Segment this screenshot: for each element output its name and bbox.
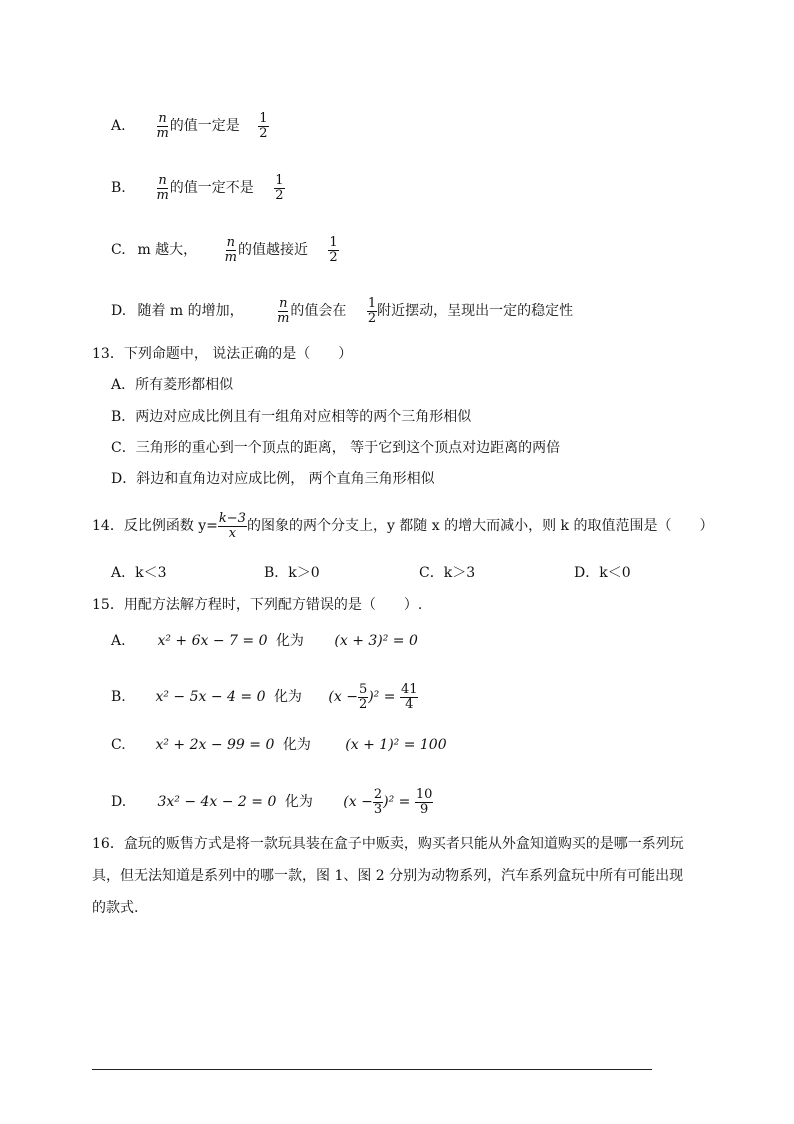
option-label: B. (111, 180, 126, 197)
q12-option-c (111, 236, 339, 264)
option-label: C. (111, 737, 126, 753)
stem-suffix: 的图象的两个分支上，y 都随 x 的增大而减小，则 k 的取值范围是（ ） (246, 518, 714, 535)
equation-right: (x + 1)² = 100 (345, 737, 447, 753)
fraction-two-thirds: $\frac{2}{3}$ (373, 787, 383, 817)
option-suffix: 附近摆动，呈现出一定的稳定性 (377, 303, 574, 320)
q12-option-a (111, 112, 269, 140)
equation-right-prefix: (x − (343, 794, 373, 811)
q16-line-3: 的款式. (92, 900, 139, 916)
q16-line-1: 16．盒玩的贩售方式是将一款玩具装在盒子中贩卖，购买者只能从外盒知道购买的是哪一系列玩 (92, 836, 684, 852)
option-label: C. (111, 242, 126, 259)
equation-right-prefix: (x − (328, 689, 358, 706)
fraction-five-halves: $\frac{5}{2}$ (358, 682, 368, 712)
fraction-n-over-m: $\frac{n}{m}$ (156, 111, 169, 141)
becomes-text: 化为 (273, 689, 302, 706)
becomes-text: 化为 (275, 633, 304, 649)
q14-option-a: A．k＜3 (111, 565, 167, 581)
q15-option-b (111, 683, 418, 711)
equation-right-suffix: )² = (368, 689, 396, 706)
fraction-one-half: $\frac{1}{2}$ (275, 173, 284, 203)
equation-left: x² + 2x − 99 = 0 (155, 737, 275, 753)
option-label: B. (111, 689, 126, 706)
option-prefix: m 越大， (137, 242, 198, 259)
option-label: D. (111, 794, 127, 811)
becomes-text: 化为 (282, 737, 311, 753)
q13-option-d: D．斜边和直角边对应成比例， 两个直角三角形相似 (111, 471, 435, 487)
fraction-k-minus-3-over-x: $\frac{k-3}{x}$ (218, 511, 246, 541)
q14-option-b: B．k＞0 (264, 565, 320, 581)
q15-option-c (111, 738, 447, 752)
option-text: 的值一定不是 (169, 180, 254, 197)
option-label: A. (111, 633, 126, 649)
q13-option-c: C．三角形的重心到一个顶点的距离， 等于它到这个顶点对边距离的两倍 (111, 440, 561, 456)
equation-right: (x + 3)² = 0 (334, 633, 418, 649)
equation-left: x² − 5x − 4 = 0 (155, 689, 266, 706)
q13-option-a: A．所有菱形都相似 (111, 377, 234, 393)
fraction-one-half: $\frac{1}{2}$ (329, 235, 338, 265)
q13-stem: 13．下列命题中， 说法正确的是（ ） (92, 346, 353, 362)
q14-option-d: D．k＜0 (574, 565, 631, 581)
fraction-n-over-m: $\frac{n}{m}$ (277, 296, 290, 326)
q14-stem (92, 512, 714, 540)
option-label: A. (111, 118, 126, 135)
fraction-n-over-m: $\frac{n}{m}$ (224, 235, 237, 265)
q12-option-b (111, 174, 285, 202)
fraction-one-half: $\frac{1}{2}$ (367, 296, 377, 326)
option-text: 的值越接近 (237, 242, 308, 259)
equation-left: x² + 6x − 7 = 0 (157, 633, 268, 649)
option-label: D. (111, 303, 127, 320)
footer-divider (92, 1069, 652, 1070)
fraction-one-half: $\frac{1}{2}$ (259, 111, 268, 141)
q15-stem: 15．用配方法解方程时，下列配方错误的是（ ）. (92, 597, 423, 613)
fraction-41-over-4: $\frac{41}{4}$ (400, 682, 418, 712)
q14-option-c: C．k＞3 (419, 565, 476, 581)
equation-right-suffix: )² = (383, 794, 411, 811)
q16-line-2: 具，但无法知道是系列中的哪一款，图 1、图 2 分别为动物系列，汽车系列盒玩中所有可能出现 (92, 868, 684, 884)
q12-option-d (111, 297, 573, 325)
fraction-n-over-m: $\frac{n}{m}$ (156, 173, 169, 203)
q15-option-d (111, 788, 433, 816)
becomes-text: 化为 (284, 794, 313, 811)
q15-option-a (111, 634, 418, 648)
fraction-10-over-9: $\frac{10}{9}$ (415, 787, 433, 817)
equation-left: 3x² − 4x − 2 = 0 (157, 794, 277, 811)
q13-option-b: B．两边对应成比例且有一组角对应相等的两个三角形相似 (111, 409, 472, 425)
option-prefix: 随着 m 的增加， (137, 303, 244, 320)
option-text: 的值会在 (290, 303, 347, 320)
option-text: 的值一定是 (169, 118, 240, 135)
stem-prefix: 14．反比例函数 y= (92, 518, 218, 535)
